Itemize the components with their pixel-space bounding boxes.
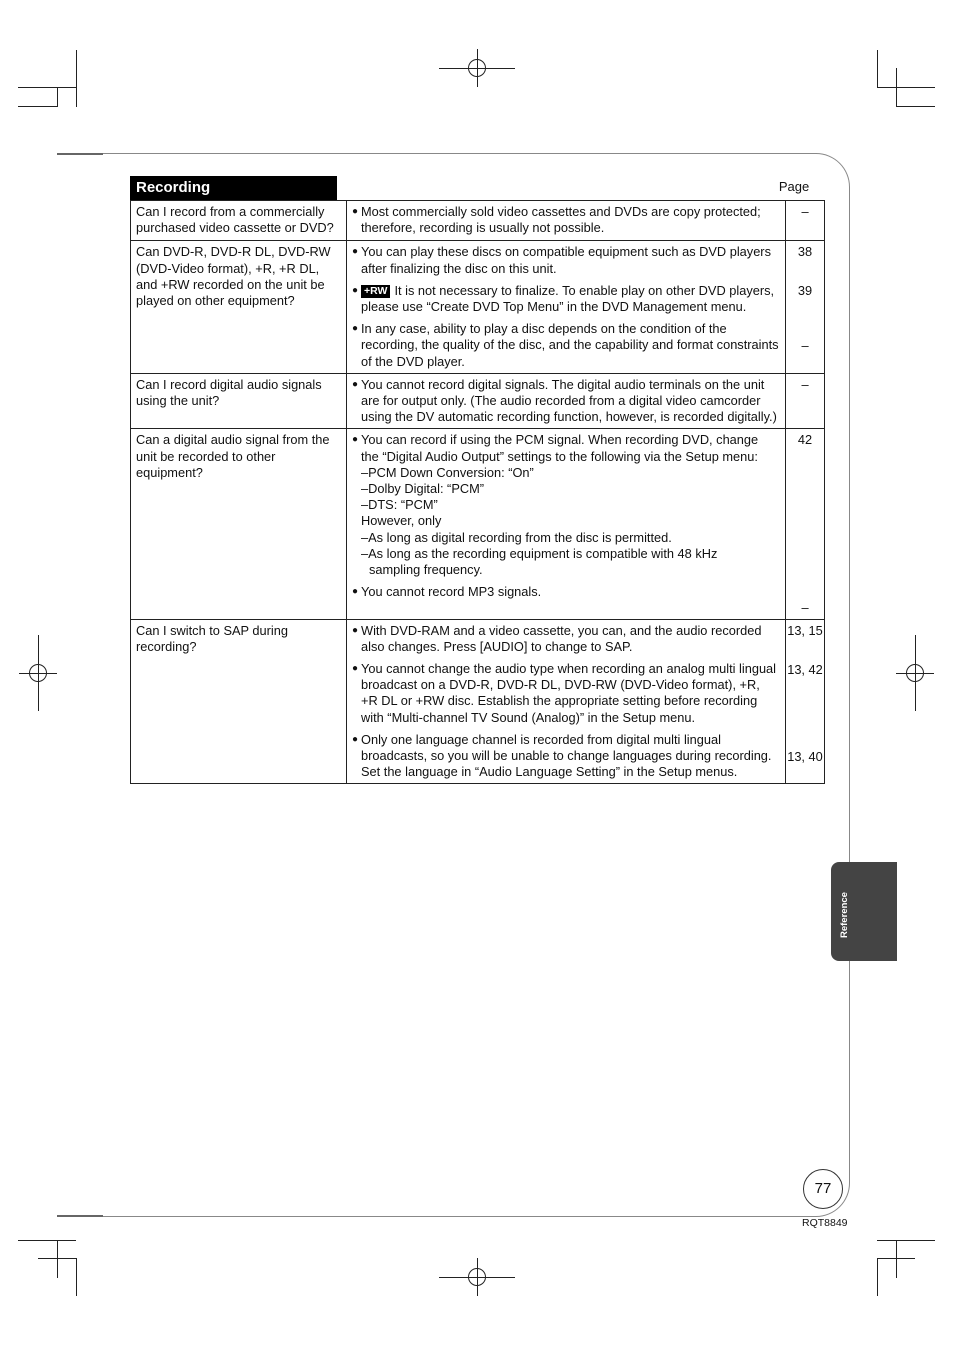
answer-cell xyxy=(347,373,786,429)
answer-text: You cannot record digital signals. The digital audio terminals on the unit are for output only. (The audio recorded from a digital video camcorder using the DV automatic recording function, however, is recorded digitally.) xyxy=(361,376,777,425)
page-cell xyxy=(786,373,825,429)
bullet-icon: ● xyxy=(352,284,359,296)
faq-table xyxy=(130,200,825,784)
condition-line: –As long as the recording equipment is compatible with 48 kHz xyxy=(361,545,718,561)
bullet-icon: ● xyxy=(352,378,359,390)
answer-text: You can record if using the PCM signal. When recording DVD, change the “Digital Audio Output” settings to the following via the Setup menu: xyxy=(361,432,759,464)
condition-line: –As long as digital recording from the disc is permitted. xyxy=(361,529,672,545)
page-cell xyxy=(786,241,825,373)
table-row xyxy=(131,373,825,429)
page-number: 77 xyxy=(803,1169,843,1209)
bullet-icon: ● xyxy=(352,663,359,675)
answer-item xyxy=(352,432,779,578)
answer-item xyxy=(352,321,779,370)
page-cell xyxy=(786,429,825,619)
page-reference: – xyxy=(801,338,809,354)
page-reference: 13, 40 xyxy=(787,748,823,764)
page-reference: – xyxy=(801,204,809,219)
bullet-icon: ● xyxy=(352,624,359,636)
answer-cell xyxy=(347,429,786,619)
setting-line: –DTS: “PCM” xyxy=(361,497,438,513)
question-cell: Can a digital audio signal from the unit be recorded to other equipment? xyxy=(131,429,347,619)
question-cell: Can I record digital audio signals using the unit? xyxy=(131,373,347,429)
answer-item xyxy=(352,623,779,655)
setting-line: –PCM Down Conversion: “On” xyxy=(361,464,534,480)
answer-text: Only one language channel is recorded from digital multi lingual broadcasts, so you will be unable to change languages during recording. Set the language in “Audio Language Setting” in the Setup menus. xyxy=(361,731,772,780)
condition-line: sampling frequency. xyxy=(369,562,483,578)
table-row xyxy=(131,619,825,784)
answer-cell xyxy=(347,201,786,241)
answer-item xyxy=(352,204,779,236)
answer-text: It is not necessary to finalize. To enable play on other DVD players, please use “Create DVD Top Menu” in the DVD Management menu. xyxy=(361,282,775,315)
bullet-icon: ● xyxy=(352,206,359,217)
answer-item xyxy=(352,661,779,726)
answer-text: However, only xyxy=(361,513,442,529)
page-reference: – xyxy=(801,600,809,616)
answer-text: Most commercially sold video cassettes and DVDs are copy protected; therefore, recording is usually not possible. xyxy=(361,204,761,236)
side-tab-label: Reference xyxy=(839,892,850,938)
answer-item xyxy=(352,584,779,600)
answer-cell xyxy=(347,241,786,373)
page-reference: 13, 42 xyxy=(787,661,823,677)
rw-disc-badge: +RW xyxy=(361,285,390,298)
answer-item xyxy=(352,377,779,426)
page-column-label: Page xyxy=(778,179,810,194)
table-row xyxy=(131,241,825,373)
answer-cell xyxy=(347,619,786,784)
page-reference: – xyxy=(801,376,809,392)
answer-item xyxy=(352,283,779,315)
section-title: Recording xyxy=(130,176,337,200)
page-cell xyxy=(786,201,825,241)
answer-text: You cannot change the audio type when recording an analog multi lingual broadcast on a DVD-R, DVD-R DL, DVD-RW (DVD-Video format), +R, +R DL or +RW disc. Establish the appropriate setting before recording with “Multi-channel TV Sound (Analog)” in the Setup menu. xyxy=(361,661,777,725)
answer-text: In any case, ability to play a disc depends on the condition of the recording, the quality of the disc, and the capability and format constraints of the DVD player. xyxy=(361,321,779,369)
bullet-icon: ● xyxy=(352,733,359,745)
question-cell: Can I record from a commercially purchased video cassette or DVD? xyxy=(131,201,347,241)
page-cell xyxy=(786,619,825,784)
answer-text: You cannot record MP3 signals. xyxy=(361,584,542,600)
page-reference: 13, 15 xyxy=(787,622,823,638)
question-cell: Can DVD-R, DVD-R DL, DVD-RW (DVD-Video format), +R, +R DL, and +RW recorded on the unit be played on other equipment? xyxy=(131,241,347,373)
table-row xyxy=(131,201,825,241)
page-reference: 39 xyxy=(797,283,813,299)
bullet-icon: ● xyxy=(352,434,359,446)
setting-line: –Dolby Digital: “PCM” xyxy=(361,481,485,497)
table-row xyxy=(131,429,825,619)
page-reference: 38 xyxy=(797,244,813,260)
answer-item xyxy=(352,244,779,276)
page-reference: 42 xyxy=(797,432,813,448)
bullet-icon: ● xyxy=(352,246,359,258)
bullet-icon: ● xyxy=(352,586,359,598)
bullet-icon: ● xyxy=(352,323,359,335)
answer-text: With DVD-RAM and a video cassette, you can, and the audio recorded also changes. Press [AUDIO] to change to SAP. xyxy=(361,622,762,654)
document-code: RQT8849 xyxy=(802,1217,848,1229)
question-cell: Can I switch to SAP during recording? xyxy=(131,619,347,784)
answer-text: You can play these discs on compatible equipment such as DVD players after finalizing the disc on this unit. xyxy=(361,244,771,276)
answer-item xyxy=(352,732,779,781)
